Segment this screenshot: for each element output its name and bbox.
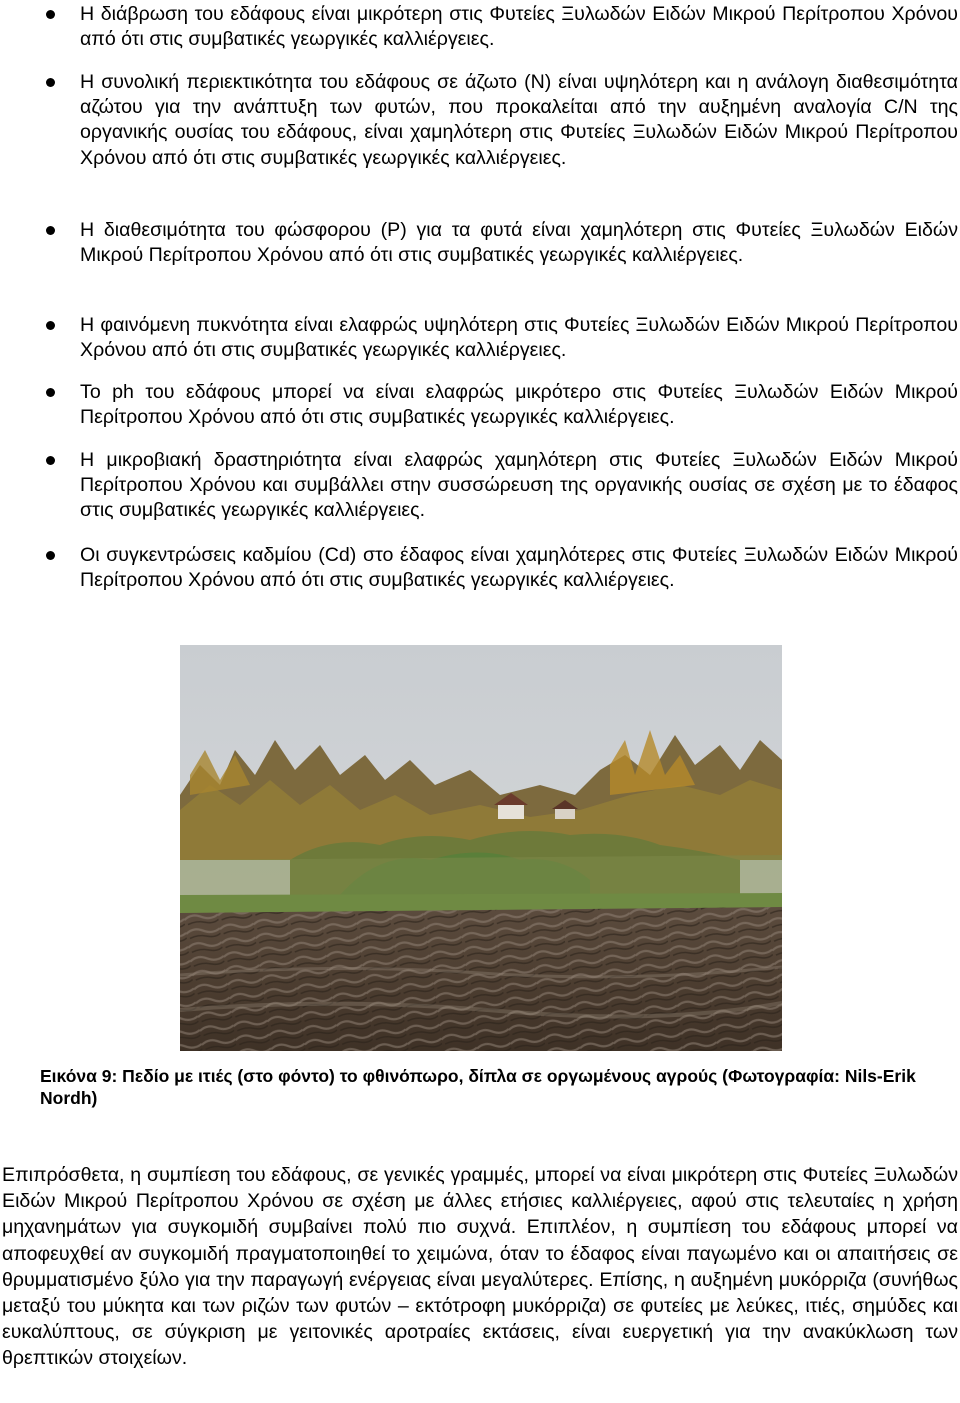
bullet-text: Η διάβρωση του εδάφους είναι μικρότερη στις Φυτείες Ξυλωδών Ειδών Μικρού Περίτροπου Χρόνου από ότι στις συμβατικές γεωργικές καλλιέργειες.: [80, 3, 958, 51]
bullet-text: Η συνολική περιεκτικότητα του εδάφους σε άζωτο (N) είναι υψηλότερη και η ανάλογη διαθεσιμότητα αζώτου για την ανάπτυξη των φυτών, που προκαλείται από την αυξημένη αναλογία C/N της οργανικής ουσίας του εδάφους, είναι χαμηλότερη στις Φυτείες Ξυλωδών Ειδών Μικρού Περίτροπου Χρόνου από ότι στις συμβατικές γεωργικές καλλιέργειες.: [80, 71, 958, 169]
bullet-text: Οι συγκεντρώσεις καδμίου (Cd) στο έδαφος είναι χαμηλότερες στις Φυτείες Ξυλωδών Ειδών Μικρού Περίτροπου Χρόνου από ότι στις συμβατικές γεωργικές καλλιέργειες.: [80, 544, 958, 592]
bullet-item: [80, 313, 958, 363]
bullet-item: [80, 2, 958, 52]
bullet-dot-icon: [46, 78, 55, 87]
bullet-text: Το ph του εδάφους μπορεί να είναι ελαφρώς μικρότερο στις Φυτείες Ξυλωδών Ειδών Μικρού Περίτροπου Χρόνου από ότι στις συμβατικές γεωργικές καλλιέργειες.: [80, 381, 958, 429]
figure-caption: Εικόνα 9: Πεδίο με ιτιές (στο φόντο) το φθινόπωρο, δίπλα σε οργωμένους αγρούς (Φωτογραφία: Nils-Erik Nordh): [40, 1066, 916, 1108]
bullet-dot-icon: [46, 10, 55, 19]
willow-field-photo: [180, 645, 782, 1051]
bullet-dot-icon: [46, 388, 55, 397]
body-paragraph: Επιπρόσθετα, η συμπίεση του εδάφους, σε γενικές γραμμές, μπορεί να είναι μικρότερη στις Φυτείες Ξυλωδών Ειδών Μικρού Περίτροπου Χρόνου σε σχέση με άλλες ετήσιες καλλιέργειες, αφού στις τελευταίες η χρήση μηχανημάτων για συγκομιδή συμβαίνει πολύ πιο συχνά. Επιπλέον, η συμπίεση του εδάφους μπορεί να αποφευχθεί αν συγκομιδή πραγματοποιηθεί το χειμώνα, όταν το έδαφος είναι παγωμένο και οι απαιτήσεις σε θρυμματισμένο ξύλο για την παραγωγή ενέργειας είναι μεγαλύτερες. Επίσης, η αυξημένη μυκόρριζα (συνήθως μεταξύ του μύκητα και των ριζών των φυτών – εκτότροφη μυκόρριζα) σε φυτείες με λεύκες, ιτιές, σημύδες και ευκαλύπτους, σε σύγκριση με γειτονικές αροτραίες εκτάσεις, είναι ευεργετική για την ανακύκλωση των θρεπτικών στοιχείων.: [2, 1164, 958, 1370]
bullet-text: Η μικροβιακή δραστηριότητα είναι ελαφρώς χαμηλότερη στις Φυτείες Ξυλωδών Ειδών Μικρού Περίτροπου Χρόνου και συμβάλλει στην συσσώρευση της οργανικής ουσίας σε σχέση με το έδαφος στις συμβατικές γεωργικές καλλιέργειες.: [80, 449, 958, 522]
bullet-text: Η φαινόμενη πυκνότητα είναι ελαφρώς υψηλότερη στις Φυτείες Ξυλωδών Ειδών Μικρού Περίτροπου Χρόνου από ότι στις συμβατικές γεωργικές καλλιέργειες.: [80, 314, 958, 362]
bullet-dot-icon: [46, 551, 55, 560]
bullet-dot-icon: [46, 456, 55, 465]
bullet-item: [80, 218, 958, 268]
bullet-item: [80, 543, 958, 593]
bullet-dot-icon: [46, 226, 55, 235]
bullet-item: [80, 380, 958, 430]
bullet-text: Η διαθεσιμότητα του φώσφορου (P) για τα φυτά είναι χαμηλότερη στις Φυτείες Ξυλωδών Ειδών Μικρού Περίτροπου Χρόνου από ότι στις συμβατικές γεωργικές καλλιέργειες.: [80, 219, 958, 267]
bullet-item: [80, 448, 958, 524]
bullet-item: [80, 70, 958, 171]
bullet-dot-icon: [46, 321, 55, 330]
